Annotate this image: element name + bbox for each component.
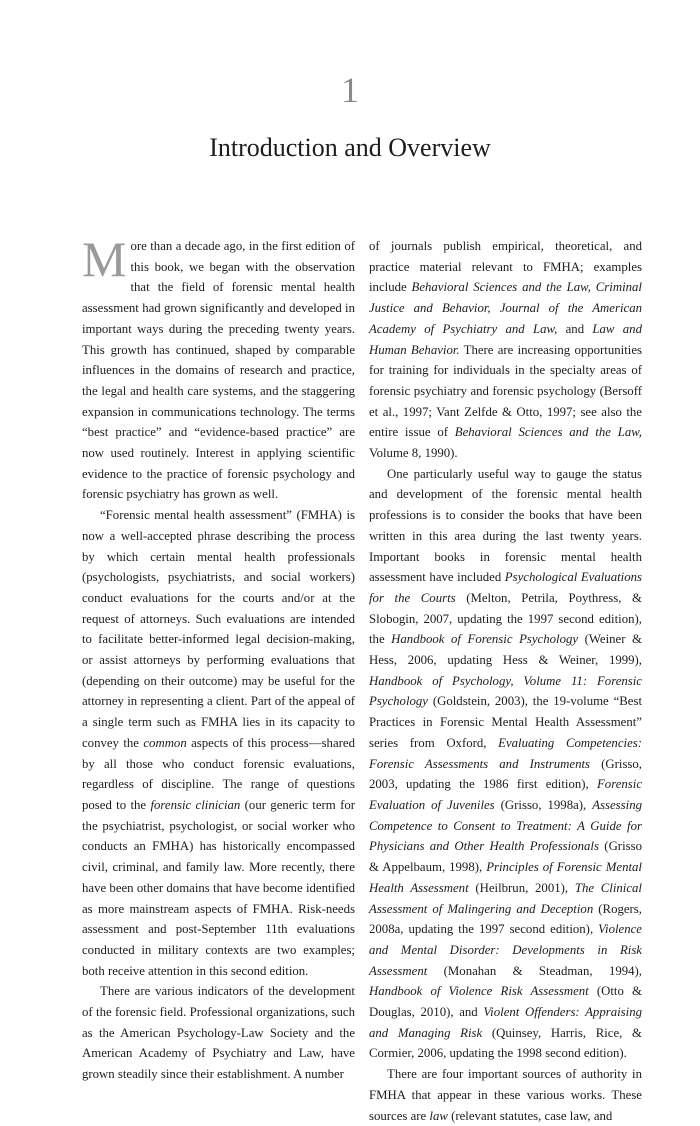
emphasis-text: forensic clinician xyxy=(150,797,241,812)
paragraph-text: (Melton, Petrila, Poythress, & Slobogin, 2007, updating the 1997 second edition), the xyxy=(369,590,642,647)
paragraph-text: There are four important sources of authority in FMHA that appear in these various works. These sources are xyxy=(369,1067,642,1123)
emphasis-text: Behavioral Sciences and the Law, xyxy=(454,425,643,440)
paragraph-text: of journals publish empirical, theoretical, and practice material relevant to FMHA; examples include xyxy=(369,239,642,295)
emphasis-text: Law and Human Behavior. xyxy=(369,321,642,357)
paragraph xyxy=(82,981,355,1085)
emphasis-text: Violence and Mental Disorder: Developments in Risk Assessment xyxy=(369,922,642,978)
paragraph-text: There are various indicators of the development of the forensic field. Professional organizations, such as the American Psychology-Law Society and the American Academy of Psychiatry and Law, have grown steadily since their establishment. A number xyxy=(82,984,355,1082)
drop-cap: M xyxy=(82,231,127,287)
paragraph-text: (Quinsey, Harris, Rice, & Cormier, 2006, updating the 1998 second edition). xyxy=(369,1025,642,1061)
emphasis-text: Handbook of Violence Risk Assessment xyxy=(369,984,589,999)
paragraph-text: (relevant statutes, case law, and xyxy=(447,1108,613,1123)
paragraph-text: There are increasing opportunities for training for individuals in the specialty areas of forensic psychiatry and forensic psychology (Bersoff et al., 1997; Vant Zelfde & Otto, 1997; see also the entire issue of xyxy=(369,342,642,440)
emphasis-text: Principles of Forensic Mental Health Assessment xyxy=(369,860,642,895)
paragraph-text: (our generic term for the psychiatrist, psychologist, or social worker who conducts an FMHA) has historically encompassed civil, criminal, and family law. More recently, there have been other domains that have become identified as more mainstream aspects of FMHA. Risk-needs assessment and post-September 11th evaluations conducted in military contexts are two examples; both receive attention in this second edition. xyxy=(82,797,356,978)
paragraph xyxy=(82,505,355,981)
emphasis-text: law xyxy=(429,1108,448,1123)
paragraph xyxy=(369,464,642,1064)
paragraph xyxy=(82,231,355,505)
paragraph-text: and xyxy=(557,321,593,336)
emphasis-text: Evaluating Competencies: Forensic Assessments and Instruments xyxy=(369,735,642,771)
emphasis-text: Assessing Competence to Consent to Treatment: A Guide for Physicians and Other Health Professionals xyxy=(369,797,642,854)
chapter-number: 1 xyxy=(341,70,359,110)
paragraph xyxy=(369,236,642,464)
paragraph-text: (Monahan & Steadman, 1994), xyxy=(427,963,642,978)
emphasis-text: Behavioral Sciences and the Law, Criminal Justice and Behavior, Journal of the American Academy of Psychiatry and Law, xyxy=(369,280,642,336)
paragraph-text: (Grisso & Appelbaum, 1998), xyxy=(369,839,642,875)
emphasis-text: Handbook of Psychology, Volume 11: Forensic Psychology xyxy=(369,673,642,709)
emphasis-text: The Clinical Assessment of Malingering and Deception xyxy=(369,880,642,916)
paragraph-text: aspects of this process—shared by all those who conduct forensic evaluations, regardless of discipline. The range of questions posed to the xyxy=(82,735,355,812)
emphasis-text: Violent Offenders: Appraising and Managing Risk xyxy=(369,1005,642,1040)
paragraph-text: (Rogers, 2008a, updating the 1997 second edition), xyxy=(369,901,642,937)
paragraph-text: (Grisso, 2003, updating the 1986 first edition), xyxy=(369,756,643,792)
paragraph-text: (Heilbrun, 2001), xyxy=(468,880,575,895)
emphasis-text: Forensic Evaluation of Juveniles xyxy=(369,777,642,812)
paragraph-text: Volume 8, 1990). xyxy=(369,446,458,461)
emphasis-text: Handbook of Forensic Psychology xyxy=(391,632,579,647)
paragraph-text: (Weiner & Hess, 2006, updating Hess & Weiner, 1999), xyxy=(369,632,642,668)
emphasis-text: common xyxy=(143,735,187,750)
body-columns xyxy=(82,231,643,1126)
paragraph-text: One particularly useful way to gauge the status and development of the forensic mental health professions is to consider the books that have been written in this area during the last twenty years. Important books in forensic mental health assessment have included xyxy=(369,466,642,585)
paragraph xyxy=(369,1064,642,1126)
paragraph-text: (Goldstein, 2003), the 19-volume “Best Practices in Forensic Mental Health Assessment” series from Oxford, xyxy=(369,694,642,750)
chapter-title: Introduction and Overview xyxy=(209,133,491,162)
right-column xyxy=(369,236,642,1126)
paragraph-text: “Forensic mental health assessment” (FMHA) is now a well-accepted phrase describing the process by which certain mental health professionals (psychologists, psychiatrists, and social workers) conduct evaluations for the courts and/or at the request of attorneys. Such evaluations are intended to facilitate better-informed legal decision-making, or assist attorneys by performing evaluations that (depending on their outcome) may be useful for the attorney in representing a client. Part of the appeal of a single term such as FMHA lies in its capacity to convey the xyxy=(82,508,355,750)
paragraph-text: ore than a decade ago, in the first edition of this book, we began with the observation that the field of forensic mental health assessment had grown significantly and developed in important ways during the preceding twenty years. This growth has continued, shaped by comparable influences in the domains of research and practice, the legal and health care systems, and the staggering expansion in communications technology. The terms “best practice” and “evidence-based practice” are now used routinely. Interest in applying scientific evidence to the practice of forensic psychology and forensic psychiatry has grown as well. xyxy=(82,239,355,502)
emphasis-text: Psychological Evaluations for the Courts xyxy=(369,570,642,605)
left-column xyxy=(82,231,356,1126)
paragraph-text: (Otto & Douglas, 2010), and xyxy=(369,984,642,1020)
paragraph-text: (Grisso, 1998a), xyxy=(494,797,593,812)
